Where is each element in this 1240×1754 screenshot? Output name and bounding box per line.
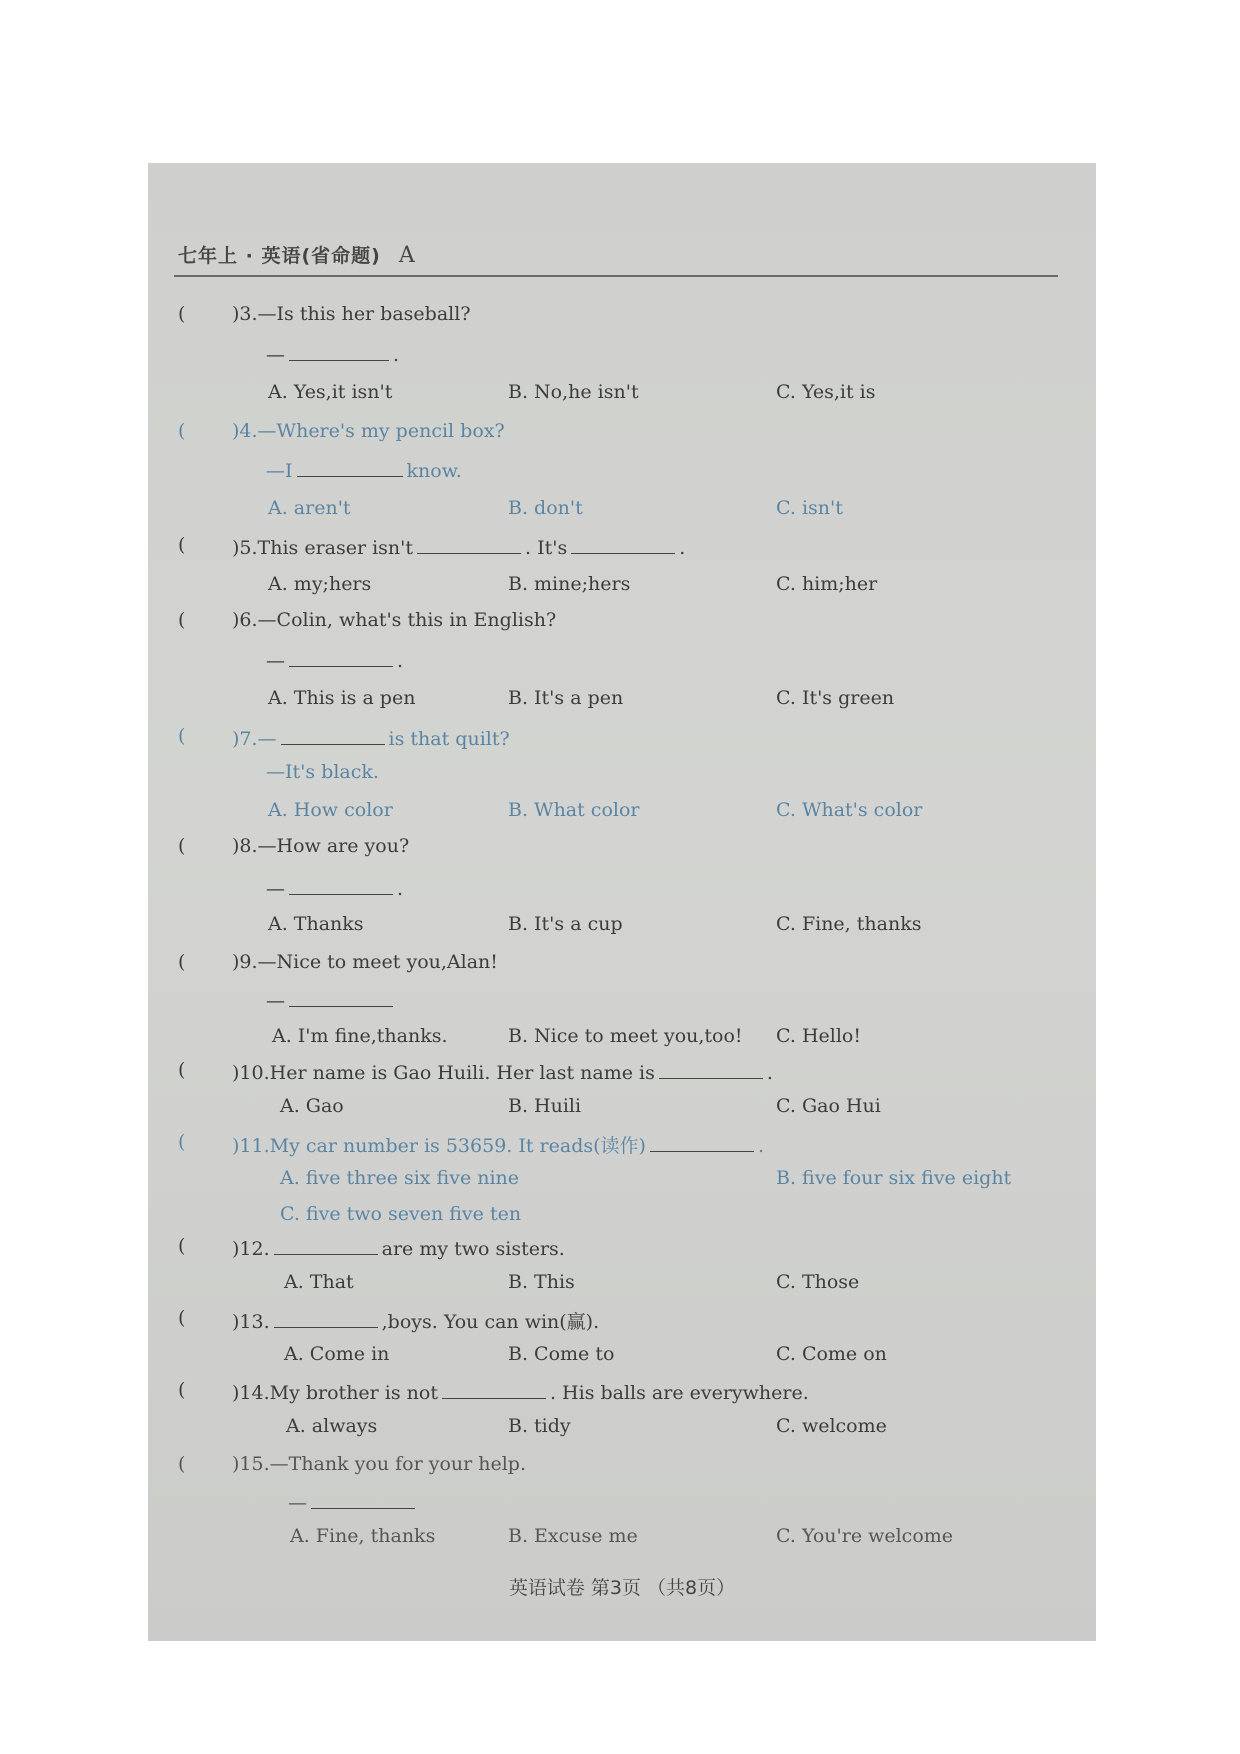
answer-paren: ( [178,1379,186,1401]
answer-paren: ( [178,420,186,442]
page-header [178,241,416,268]
answer-line: — [288,1489,419,1514]
question-text: )3.—Is this her baseball? [232,303,471,325]
answer-line: — . [266,647,403,672]
option-b: B. It's a pen [508,687,624,709]
answer-blank[interactable] [417,534,521,554]
question-text: )11.My car number is 53659. It reads(读作) . [232,1131,764,1158]
option-c: C. welcome [776,1415,887,1437]
answer-paren: ( [178,1307,186,1329]
answer-line: — [266,987,397,1012]
option-b: B. Huili [508,1095,582,1117]
option-c: C. isn't [776,497,843,519]
answer-paren: ( [178,534,186,556]
question-text: )14.My brother is not . His balls are everywhere. [232,1379,809,1404]
option-b: B. Come to [508,1343,615,1365]
answer-paren: ( [178,303,186,325]
option-b: B. This [508,1271,575,1293]
option-c: C. Fine, thanks [776,913,922,935]
option-b: B. It's a cup [508,913,623,935]
option-c: C. It's green [776,687,895,709]
answer-blank[interactable] [289,647,393,667]
option-b: B. tidy [508,1415,571,1437]
option-c: C. him;her [776,573,878,595]
answer-paren: ( [178,1235,186,1257]
question-text: )9.—Nice to meet you,Alan! [232,951,498,973]
answer-blank[interactable] [297,457,403,477]
page-footer: 英语试卷 第3页 （共8页） [508,1577,736,1599]
option-c: C. Hello! [776,1025,861,1047]
header-rule [174,275,1058,277]
edition-label: A [398,243,416,268]
option-b: B. What color [508,799,640,821]
option-a: A. I'm fine,thanks. [272,1025,448,1047]
header-title: 七年上 · 英语(省命题) [178,245,381,267]
answer-blank[interactable] [281,725,385,745]
answer-paren: ( [178,1059,186,1081]
answer-paren: ( [178,609,186,631]
answer-line: — . [266,875,403,900]
option-a: A. Fine, thanks [290,1525,436,1547]
answer-blank[interactable] [289,341,389,361]
answer-paren: ( [178,951,186,973]
answer-paren: ( [178,835,186,857]
answer-line: —It's black. [266,761,379,783]
question-text: )4.—Where's my pencil box? [232,420,505,442]
option-b: B. don't [508,497,583,519]
option-a: A. How color [268,799,393,821]
option-a: A. Yes,it isn't [268,381,393,403]
option-b: B. Nice to meet you,too! [508,1025,743,1047]
option-c: C. What's color [776,799,923,821]
answer-line: —I know. [266,457,462,482]
question-text: )7.— is that quilt? [232,725,510,750]
question-text: )12. are my two sisters. [232,1235,565,1260]
option-a: A. That [284,1271,354,1293]
option-a: A. my;hers [268,573,372,595]
answer-blank[interactable] [650,1132,754,1152]
answer-blank[interactable] [571,534,675,554]
answer-blank[interactable] [274,1235,378,1255]
option-c: C. You're welcome [776,1525,954,1547]
answer-blank[interactable] [659,1059,763,1079]
exam-page [148,163,1096,1641]
option-a: A. aren't [268,497,351,519]
answer-blank[interactable] [274,1308,378,1328]
answer-paren: ( [178,1453,186,1475]
option-b: B. mine;hers [508,573,631,595]
option-c: C. Those [776,1271,860,1293]
option-a: A. Come in [284,1343,390,1365]
answer-paren: ( [178,1131,186,1153]
option-a: A. Thanks [268,913,364,935]
option-a: A. Gao [280,1095,344,1117]
answer-paren: ( [178,725,186,747]
question-text: )15.—Thank you for your help. [232,1453,527,1475]
option-c: C. Yes,it is [776,381,876,403]
answer-blank[interactable] [289,875,393,895]
answer-line: — . [266,341,399,366]
option-b: B. No,he isn't [508,381,639,403]
question-text: )10.Her name is Gao Huili. Her last name is . [232,1059,773,1084]
answer-blank[interactable] [311,1489,415,1509]
question-text: )8.—How are you? [232,835,410,857]
option-b: B. Excuse me [508,1525,638,1547]
option-a: A. This is a pen [268,687,416,709]
answer-blank[interactable] [442,1379,546,1399]
option-a: A. always [286,1415,378,1437]
answer-blank[interactable] [289,987,393,1007]
option-c: C. five two seven five ten [280,1203,522,1225]
question-text: )13. ,boys. You can win(赢). [232,1307,599,1334]
option-c: C. Come on [776,1343,887,1365]
option-a: A. five three six five nine [280,1167,520,1189]
question-text: )6.—Colin, what's this in English? [232,609,557,631]
question-text: )5.This eraser isn't . It's . [232,534,685,559]
option-b: B. five four six five eight [776,1167,1012,1189]
option-c: C. Gao Hui [776,1095,881,1117]
